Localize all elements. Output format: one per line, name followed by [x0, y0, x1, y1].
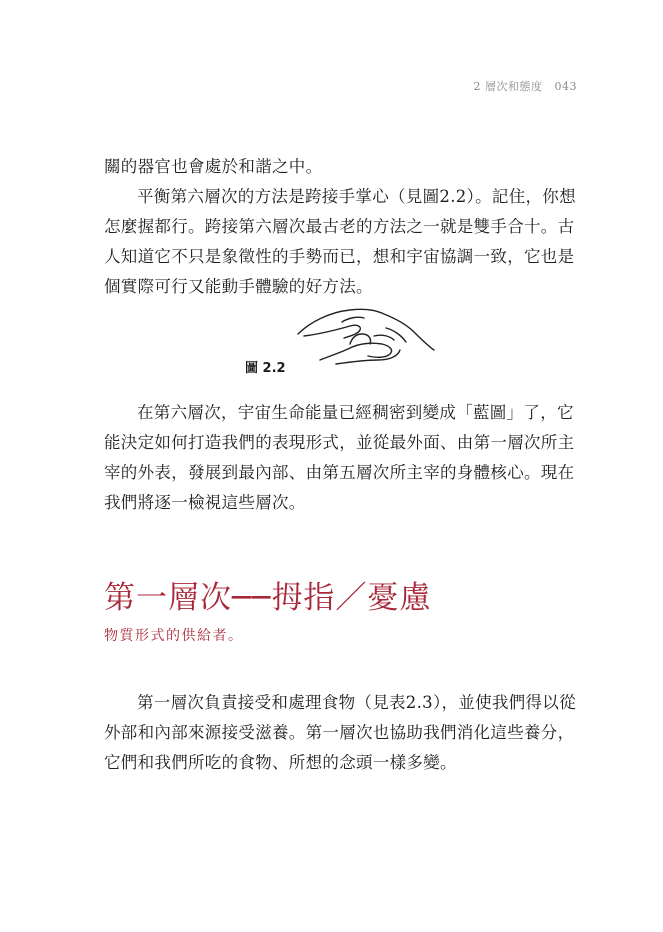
paragraph-first-level: 第一層次負責接受和處理食物（見表2.3），並使我們得以從外部和內部來源接受滋養。第一層次也協助我們消化這些養分，它們和我們所吃的食物、所想的念頭一樣多變。	[104, 693, 576, 772]
page-number: 043	[554, 80, 577, 93]
chapter-title: 2 層次和態度	[473, 80, 543, 93]
running-header	[466, 78, 578, 94]
crossed-hands-illustration	[290, 300, 450, 368]
paragraph-sixth-level-balance: 平衡第六層次的方法是跨接手掌心（見圖2.2）。記住，你想怎麼握都行。跨接第六層次最古老的方法之一就是雙手合十。古人知道它不只是象徵性的手勢而已，想和宇宙協調一致，它也是個實際可行又能動手體驗的好方法。	[104, 187, 576, 296]
body-text-middle	[104, 398, 582, 518]
figure-caption: 圖 2.2	[245, 361, 286, 376]
body-text-bottom	[104, 688, 582, 778]
section-subtitle: 物質形式的供給者。	[104, 628, 244, 644]
paragraph-blueprint: 在第六層次，宇宙生命能量已經稠密到變成「藍圖」了，它能決定如何打造我們的表現形式，並從最外面、由第一層次所主宰的外表，發展到最內部、由第五層次所主宰的身體核心。現在我們將逐一檢視這些層次。	[104, 403, 575, 512]
body-text-top	[104, 152, 582, 302]
section-heading: 第一層次──拇指／憂慮	[104, 580, 432, 616]
paragraph-continuation: 關的器官也會處於和諧之中。	[104, 157, 323, 176]
